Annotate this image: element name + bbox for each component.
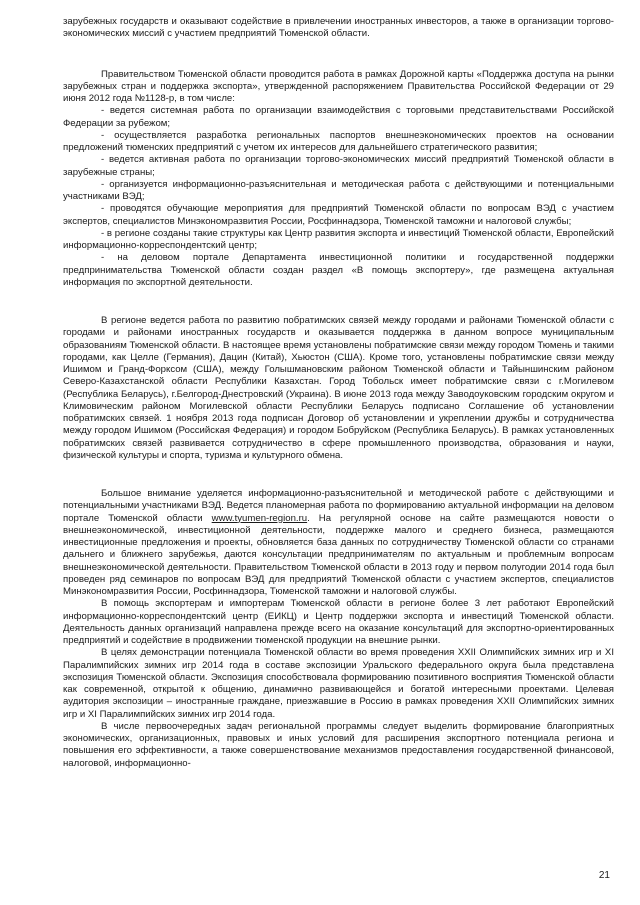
- paragraph-priority-tasks: В числе первоочередных задач региональной программы следует выделить формирование благоприятных экономических, организационных, правовых и иных условий для расширения экспортного потенциала региона и повышения его эффективности, а также совершенствование механизмов предоставления государственной финансовой, налоговой, информационно-: [63, 720, 614, 769]
- bullet-training-events: - проводятся обучающие мероприятия для предприятий Тюменской области по вопросам ВЭД с участием экспертов, специалистов Минэкономразвития России, Росфиннадзора, Тюменской таможни и налоговой службы;: [63, 203, 614, 227]
- paragraph-text-before-link: Большое внимание уделяется информационно-разъяснительной и методической работе с действующими и потенциальными участниками ВЭД. Ведется планомерная работа по формированию актуальной информации на деловом портале Тюменской области: [63, 488, 614, 524]
- paragraph-continuation: зарубежных государств и оказывают содействие в привлечении иностранных инвесторов, а также в организации торгово-экономических миссий с участием предприятий Тюменской области.: [63, 16, 614, 40]
- bullet-structures-created: - в регионе созданы такие структуры как Центр развития экспорта и инвестиций Тюменской области, Европейский информационно-корреспондентский центр;: [63, 227, 614, 251]
- bullet-regional-passports: - осуществляется разработка региональных паспортов внешнеэкономических проектов на основании предложений тюменских предприятий с учетом их интересов для дальнейшего стратегического развития;: [63, 129, 614, 153]
- bullet-exporter-section: - на деловом портале Департамента инвестиционной политики и государственной поддержки предпринимательства Тюменской области создан раздел «В помощь экспортеру», где размещена актуальная информация по экспортной деятельности.: [63, 252, 614, 288]
- paragraph-twin-cities: В регионе ведется работа по развитию побратимских связей между городами и районами Тюменской области с городами и районами иностранных государств и оказывается поддержка в данном вопросе муниципальным образованиям Тюменской области. В настоящее время установлены побратимские связи между городом Тюмень и такими городами, как Целле (Германия), Дацин (Китай), Хьюстон (США). Кроме того, установлены побратимские связи между Ишимом и Гранд-Форксом (США), между Голышмановским районом Тюменской области и Тайыншинским районом Северо-Казахстанской области Республики Казахстан. Город Тобольск имеет побратимские связи с г.Могилевом (Республика Беларусь), г.Белгород-Днестровский (Украина). В июне 2013 года между Заводоуковским городским округом и Климовическим районом Могилевской области Республики Беларусь подписано Соглашение об установлении побратимских связей. 1 ноября 2013 года подписан Договор об установлении и укреплении дружбы и сотрудничества между городом Ишимом (Российская Федерация) и городом Бобруйском (Республика Беларусь). В рамках установленных побратимских связей развивается сотрудничество в сфере промышленного производства, образования и науки, физической культуры и спорта, туризма и культурного обмена.: [63, 315, 614, 461]
- bullet-trade-missions: - ведется активная работа по организации торгово-экономических миссий предприятий Тюменской области в зарубежные страны;: [63, 154, 614, 178]
- paragraph-text-after-link: . На регулярной основе на сайте размещаются новости о внешнеэкономической, инвестиционной деятельности, поддержке малого и среднего бизнеса, размещаются инвестиционные предложения и проекты, обновляется база данных по сотрудничеству Тюменской области со странами дальнего и ближнего зарубежья, даются консультации предпринимателям по актуальным и проблемным вопросам внешнеэкономической деятельности. Правительством Тюменской области в 2013 году и первом полугодии 2014 года был проведен ряд семинаров по вопросам ВЭД для предприятий Тюменской области с участием экспертов, специалистов Минэкономразвития России, Росфиннадзора, Тюменской таможни и налоговой службы.: [63, 512, 614, 597]
- paragraph-olympics: В целях демонстрации потенциала Тюменской области во время проведения XXII Олимпийских зимних игр и XI Паралимпийских зимних игр 2014 года в составе экспозиции Уральского федерального округа была представлена экспозиция Тюменской области. Экспозиция способствовала формированию позитивного восприятия Тюменской области как современной, открытой к общению, динамично развивающейся и богатой интересными проектами. Целевая аудитория экспозиции – иностранные граждане, приезжавшие в Россию в рамках проведения XXII Олимпийских зимних игр и XI Паралимпийских зимних игр 2014 года.: [63, 647, 614, 720]
- paragraph-roadmap-intro: Правительством Тюменской области проводится работа в рамках Дорожной карты «Поддержка доступа на рынки зарубежных стран и поддержка экспорта», утвержденной распоряжением Правительства Российской Федерации от 29 июня 2012 года №1128-р, в том числе:: [63, 68, 614, 104]
- paragraph-eikc: В помощь экспортерам и импортерам Тюменской области в регионе более 3 лет работают Европейский информационно-корреспондентский центр (ЕИКЦ) и Центр поддержки экспорта и инвестиций Тюменской области. Деятельность данных организаций направлена прежде всего на оказание консультаций для экспортно-ориентированных предприятий и содействие в продвижении тюменской продукции на внешние рынки.: [63, 598, 614, 646]
- bullet-methodical-work: - организуется информационно-разъяснительная и методическая работа с действующими и потенциальными участниками ВЭД;: [63, 178, 614, 202]
- page-number: 21: [598, 870, 610, 881]
- paragraph-information-work: [63, 488, 614, 598]
- bullet-trade-representations: - ведется системная работа по организации взаимодействия с торговыми представительствами Российской Федерации за рубежом;: [63, 105, 614, 129]
- portal-link[interactable]: www.tyumen-region.ru: [211, 512, 308, 524]
